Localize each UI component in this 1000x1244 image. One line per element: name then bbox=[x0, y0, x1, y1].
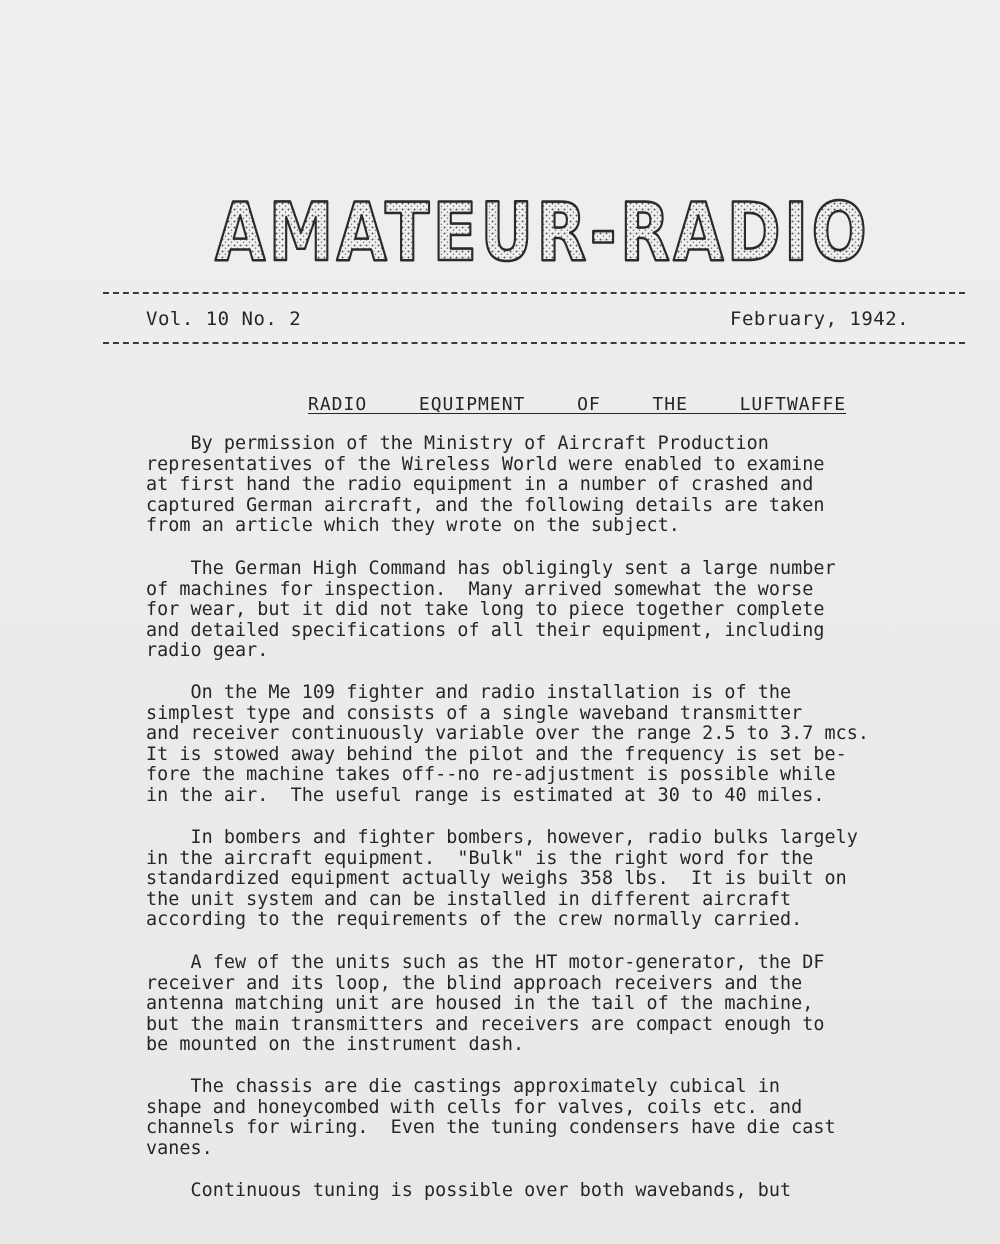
masthead-logo bbox=[215, 186, 875, 279]
article-paragraph: In bombers and fighter bombers, however, radio bulks largely in the aircraft equipment. "Bulk" is the right word for the standardized equipment actually weighs 358 lbs. It is built on the unit system and can be installed in different aircraft according to the requirements of the crew normally carried. bbox=[146, 827, 858, 931]
article-paragraph: On the Me 109 fighter and radio installation is of the simplest type and consists of a single waveband transmitter and receiver continuously variable over the range 2.5 to 3.7 mcs. It is stowed away behind the pilot and the frequency is set be- fore the machine takes off--no re-adjustment is possible while in the air. The useful range is estimated at 30 to 40 miles. bbox=[146, 682, 869, 806]
header-rule-bottom bbox=[103, 342, 965, 344]
article-title: RADIO EQUIPMENT OF THE LUFTWAFFE bbox=[308, 394, 847, 415]
article-paragraph: By permission of the Ministry of Aircraft Production representatives of the Wireless World were enabled to examine at first hand the radio equipment in a number of crashed and captured German aircraft, and the following details are taken from an article which they wrote on the subject. bbox=[146, 433, 825, 537]
svg-text:AMATEUR-RADIO: AMATEUR-RADIO bbox=[215, 186, 870, 279]
masthead-logo-art bbox=[215, 186, 875, 279]
article-paragraph: A few of the units such as the HT motor-generator, the DF receiver and its loop, the blind approach receivers and the antenna matching unit are housed in the tail of the machine, but the main transmitters and receivers are compact enough to be mounted on the instrument dash. bbox=[146, 952, 825, 1056]
article-paragraph: The German High Command has obligingly sent a large number of machines for inspection. Many arrived somewhat the worse for wear, but it did not take long to piece together complete and detailed specifications of all their equipment, including radio gear. bbox=[146, 558, 836, 662]
header-rule-top bbox=[103, 292, 965, 294]
article-paragraph: Continuous tuning is possible over both wavebands, but bbox=[146, 1180, 792, 1201]
issue-volume: Vol. 10 No. 2 bbox=[146, 308, 302, 330]
issue-date: February, 1942. bbox=[730, 308, 910, 330]
article-paragraph: The chassis are die castings approximately cubical in shape and honeycombed with cells for valves, coils etc. and channels for wiring. Even the tuning condensers have die cast vanes. bbox=[146, 1076, 836, 1159]
